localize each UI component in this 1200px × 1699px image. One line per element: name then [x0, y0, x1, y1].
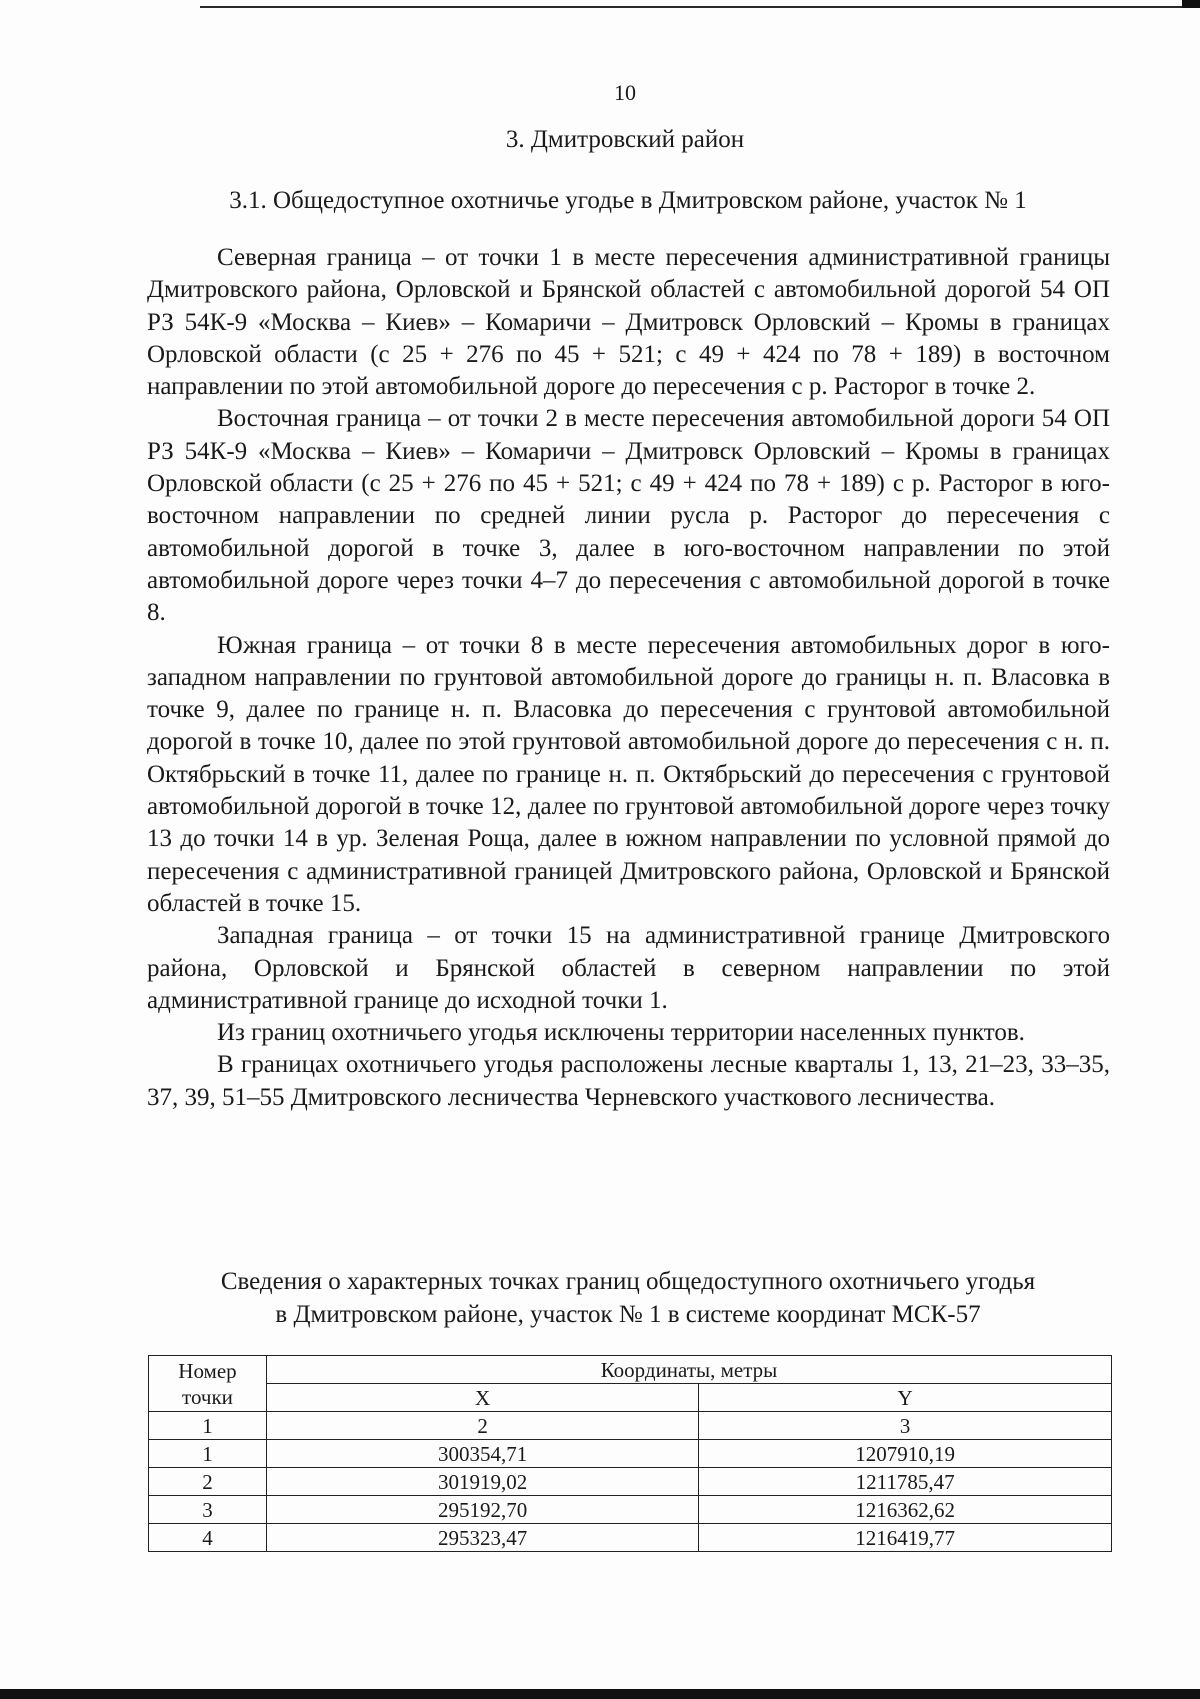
scan-edge-bottom: [0, 1689, 1200, 1699]
paragraph-exclusions: Из границ охотничьего угодья исключены территории населенных пунктов.: [217, 1019, 1025, 1047]
header-point-number: [149, 1356, 267, 1412]
column-number: 2: [266, 1412, 698, 1440]
column-number: 1: [149, 1412, 267, 1440]
header-x: X: [266, 1384, 698, 1412]
cell-y: 1216419,77: [699, 1524, 1112, 1552]
cell-point: 4: [149, 1524, 267, 1552]
header-point-line: точки: [182, 1384, 233, 1409]
table-column-numbers-row: [149, 1412, 1112, 1440]
section-title: 3. Дмитровский район: [505, 126, 745, 153]
table-caption-line: в Дмитровском районе, участок № 1 в системе координат МСК-57: [275, 1301, 981, 1328]
cell-x: 295323,47: [266, 1524, 698, 1552]
subsection-title: 3.1. Общедоступное охотничье угодье в Дмитровском районе, участок № 1: [229, 187, 1027, 214]
table-row: [149, 1468, 1112, 1496]
cell-x: 301919,02: [266, 1468, 698, 1496]
cell-point: 3: [149, 1496, 267, 1524]
table-caption: [148, 1265, 1108, 1331]
header-coordinates: Координаты, метры: [266, 1356, 1111, 1384]
coordinates-table: [148, 1355, 1112, 1552]
page-number: 10: [614, 80, 636, 105]
paragraph-east-boundary: Восточная граница – от точки 2 в месте пересечения автомобильной дороги 54 ОП РЗ 54К-9 «Москва – Киев» – Комаричи – Дмитровск Орловский – Кромы в границах Орловской области (с 25 + 276 по 45 + 521; с 49 + 424 по 78 + 189) с р. Расторог в юго-восточном направлении по средней линии русла р. Расторог до пересечения с автомобильной дорогой в точке 3, далее в юго-восточном направлении по этой автомобильной дороге через точки 4–7 до пересечения с автомобильной дорогой в точке 8.: [147, 405, 1110, 627]
cell-x: 300354,71: [266, 1440, 698, 1468]
header-point-line: Номер: [178, 1358, 237, 1383]
table-caption-line: Сведения о характерных точках границ общедоступного охотничьего угодья: [220, 1268, 1036, 1295]
cell-x: 295192,70: [266, 1496, 698, 1524]
table-row: [149, 1496, 1112, 1524]
paragraph-forest-quarters: В границах охотничьего угодья расположены лесные кварталы 1, 13, 21–23, 33–35, 37, 39, 51–55 Дмитровского лесничества Черневского участкового лесничества.: [147, 1051, 1110, 1111]
document-body: [147, 242, 1110, 1114]
cell-point: 1: [149, 1440, 267, 1468]
table-header-row: [149, 1384, 1112, 1412]
cell-y: 1211785,47: [699, 1468, 1112, 1496]
header-y: Y: [699, 1384, 1112, 1412]
table-row: [149, 1440, 1112, 1468]
column-number: 3: [699, 1412, 1112, 1440]
paragraph-west-boundary: Западная граница – от точки 15 на административной границе Дмитровского района, Орловской и Брянской областей в северном направлении по этой административной границе до исходной точки 1.: [147, 922, 1110, 1014]
scan-edge-top: [200, 6, 1200, 8]
scan-corner-mark: [1182, 0, 1200, 8]
cell-point: 2: [149, 1468, 267, 1496]
cell-y: 1207910,19: [699, 1440, 1112, 1468]
paragraph-north-boundary: Северная граница – от точки 1 в месте пересечения административной границы Дмитровского района, Орловской и Брянской областей с автомобильной дорогой 54 ОП РЗ 54К-9 «Москва – Киев» – Комаричи – Дмитровск Орловский – Кромы в границах Орловской области (с 25 + 276 по 45 + 521; с 49 + 424 по 78 + 189) в восточном направлении по этой автомобильной дороге до пересечения с р. Расторог в точке 2.: [147, 244, 1110, 401]
table-header-row: [149, 1356, 1112, 1384]
paragraph-south-boundary: Южная граница – от точки 8 в месте пересечения автомобильных дорог в юго-западном направлении по грунтовой автомобильной дороге до границы н. п. Власовка в точке 9, далее по границе н. п. Власовка до пересечения с грунтовой автомобильной дорогой в точке 10, далее по этой грунтовой автомобильной дороге до пересечения с н. п. Октябрьский в точке 11, далее по границе н. п. Октябрьский до пересечения с грунтовой автомобильной дорогой в точке 12, далее по грунтовой автомобильной дороге через точку 13 до точки 14 в ур. Зеленая Роща, далее в южном направлении по условной прямой до пересечения с административной границей Дмитровского района, Орловской и Брянской областей в точке 15.: [147, 631, 1110, 917]
table-row: [149, 1524, 1112, 1552]
cell-y: 1216362,62: [699, 1496, 1112, 1524]
